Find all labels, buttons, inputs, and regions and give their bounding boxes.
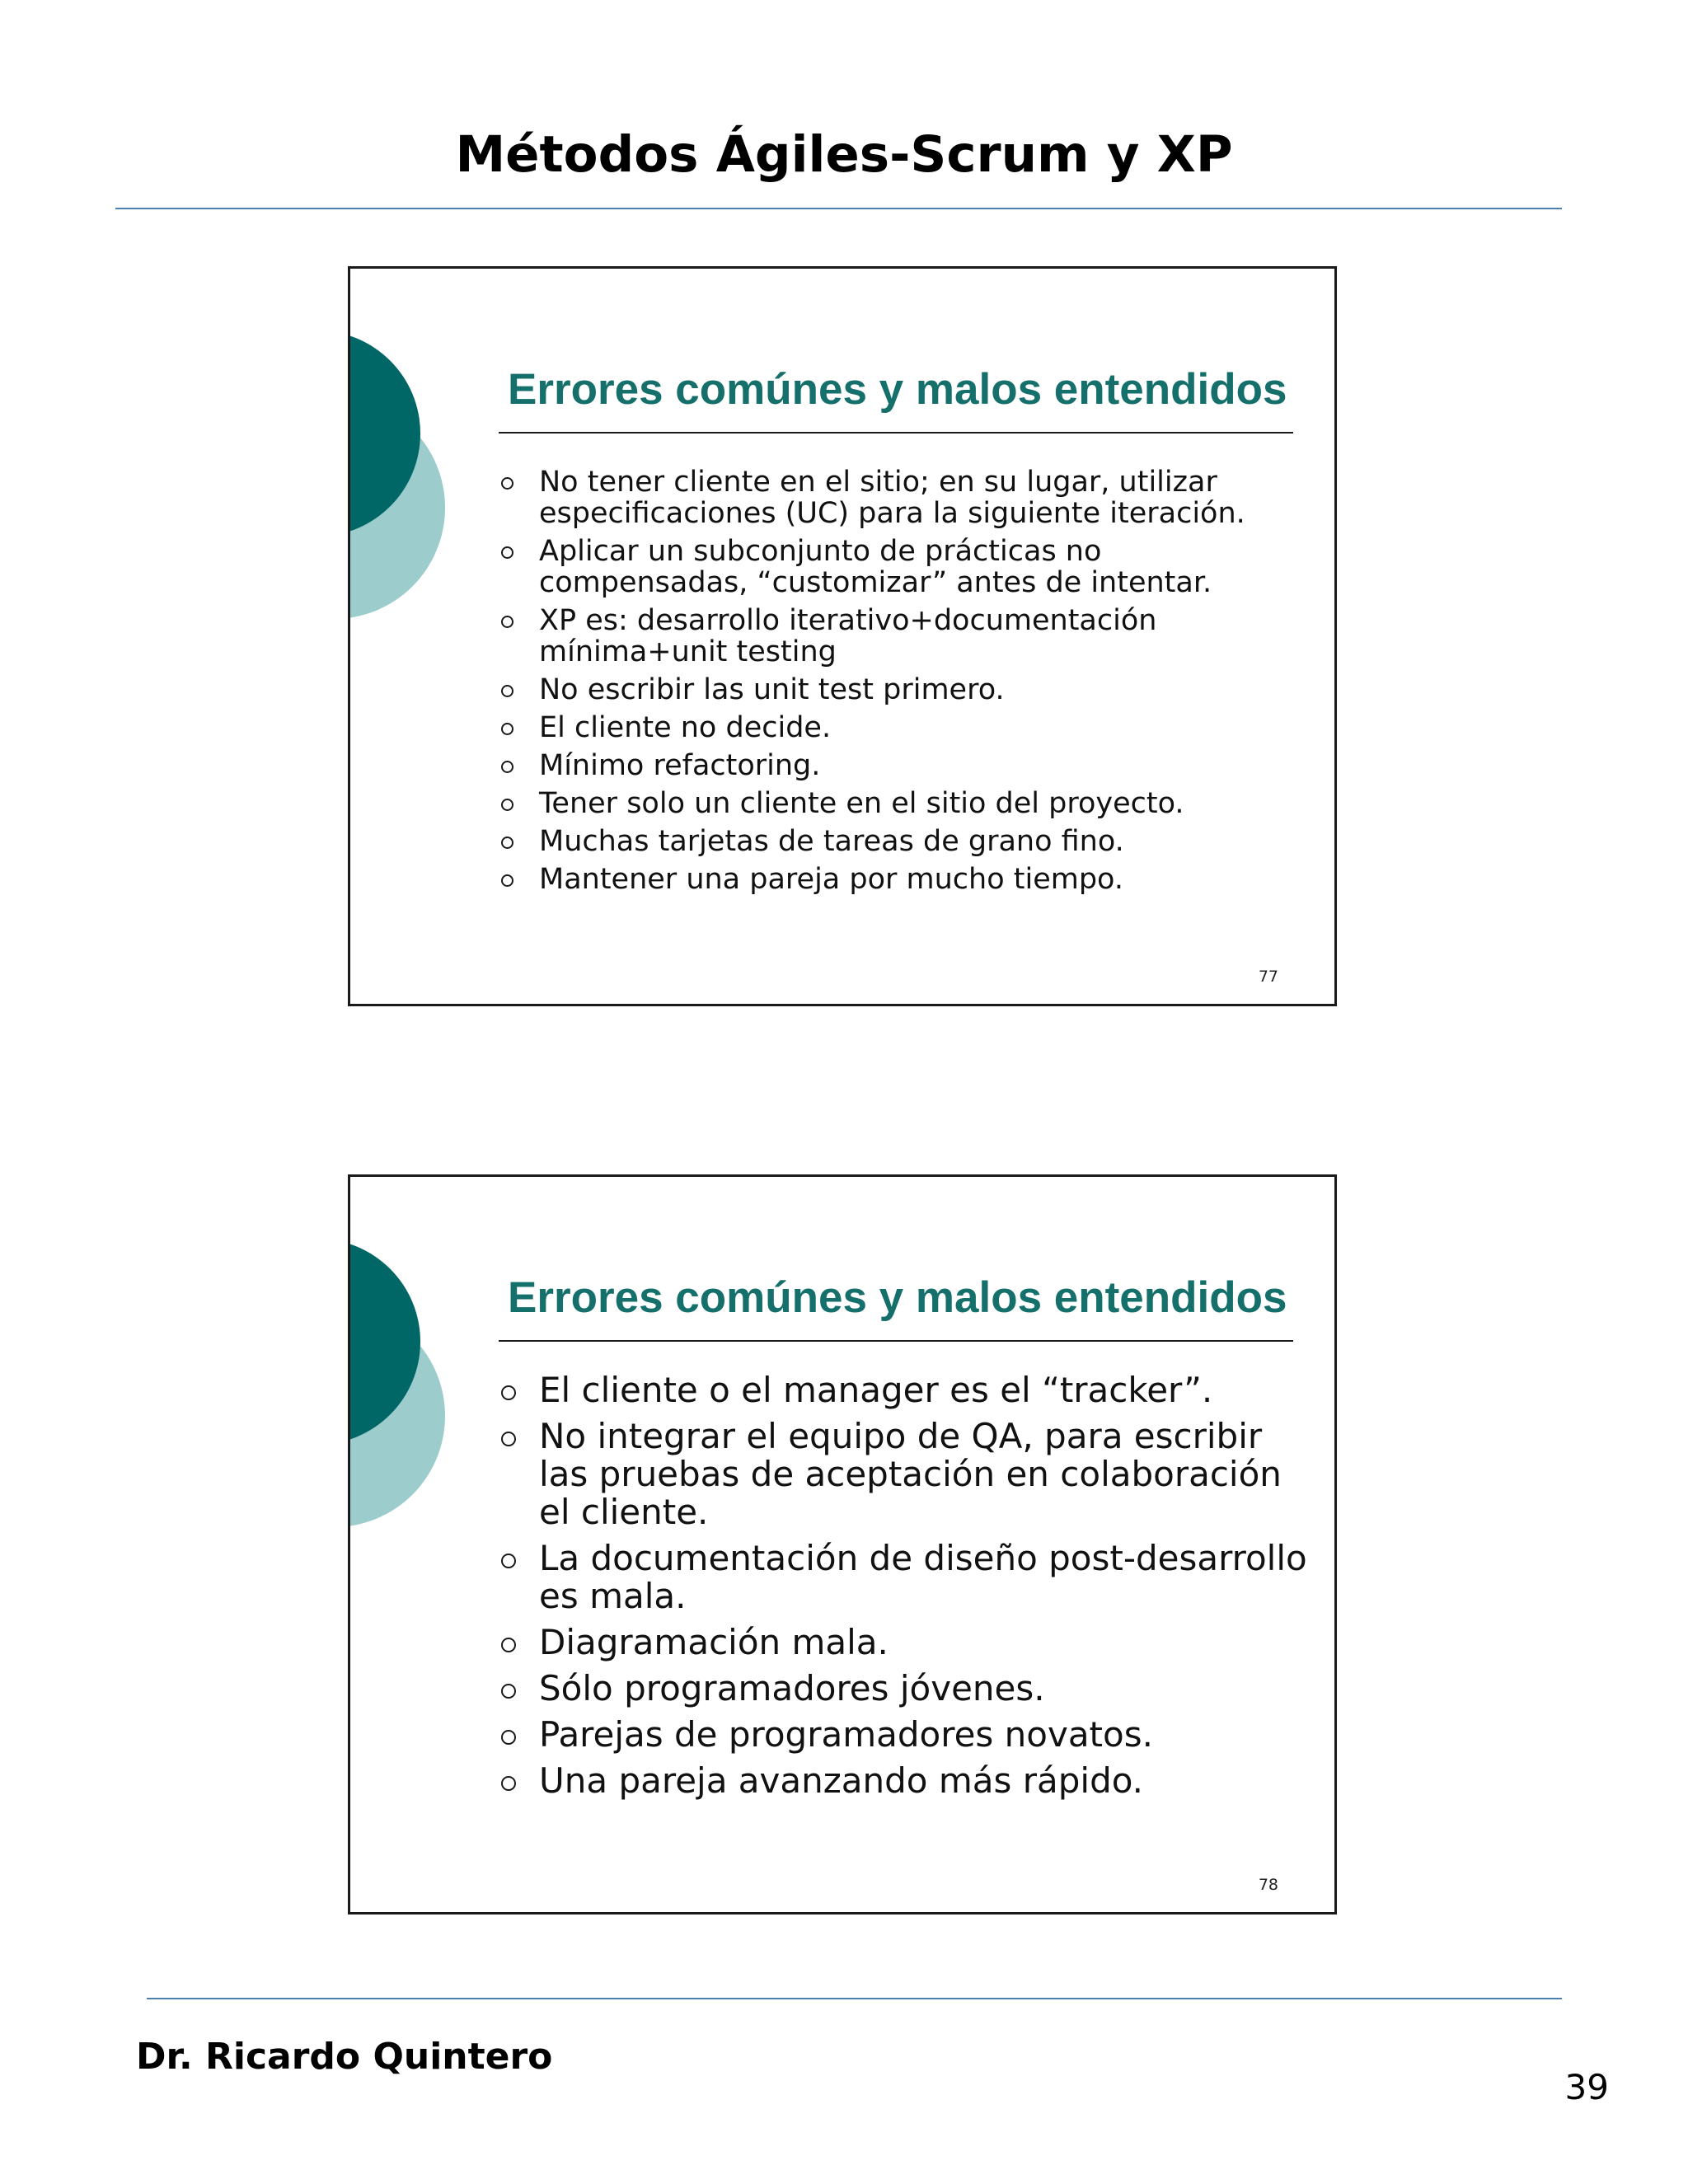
footer-divider	[147, 1998, 1562, 1999]
bullet-text: No tener cliente en el sitio; en su lugar, utilizar especificaciones (UC) para la siguiente iteración.	[539, 466, 1245, 530]
hollow-circle-bullet-icon	[501, 546, 513, 559]
list-item	[501, 864, 1309, 895]
hollow-circle-bullet-icon	[501, 1776, 516, 1791]
bullet-text: El cliente o el manager es el “tracker”.	[539, 1370, 1213, 1410]
list-item	[501, 750, 1309, 781]
hollow-circle-bullet-icon	[501, 1432, 516, 1446]
slide-78	[348, 1174, 1337, 1915]
slide-number: 78	[1258, 1876, 1278, 1894]
slide-title: Errores comúnes y malos entendidos	[508, 365, 1287, 414]
list-item	[501, 1418, 1309, 1531]
list-item	[501, 712, 1309, 743]
page-number: 39	[1564, 2067, 1609, 2107]
bullet-text: Aplicar un subconjunto de prácticas no compensadas, “customizar” antes de intentar.	[539, 535, 1212, 599]
list-item	[501, 1716, 1309, 1754]
list-item	[501, 536, 1309, 598]
bullet-text: Tener solo un cliente en el sitio del proyecto.	[539, 787, 1184, 820]
hollow-circle-bullet-icon	[501, 477, 513, 490]
bullet-text: XP es: desarrollo iterativo+documentación mínima+unit testing	[539, 604, 1157, 668]
slide-title: Errores comúnes y malos entendidos	[508, 1273, 1287, 1322]
author-name: Dr. Ricardo Quintero	[136, 2036, 553, 2078]
bullet-text: La documentación de diseño post-desarrollo es mala.	[539, 1538, 1307, 1616]
hollow-circle-bullet-icon	[501, 1730, 516, 1745]
list-item	[501, 788, 1309, 819]
bullet-text: No integrar el equipo de QA, para escribir las pruebas de aceptación en colaboración el cliente.	[539, 1416, 1282, 1532]
list-item	[501, 466, 1309, 529]
list-item	[501, 1670, 1309, 1708]
hollow-circle-bullet-icon	[501, 874, 513, 887]
bullet-text: Una pareja avanzando más rápido.	[539, 1760, 1144, 1801]
list-item	[501, 1762, 1309, 1800]
header-divider	[115, 208, 1562, 209]
slide-title-divider	[499, 1340, 1293, 1342]
hollow-circle-bullet-icon	[501, 1638, 516, 1652]
slide-title-divider	[499, 432, 1293, 434]
bullet-text: El cliente no decide.	[539, 711, 832, 744]
bullet-text: Sólo programadores jóvenes.	[539, 1668, 1045, 1708]
hollow-circle-bullet-icon	[501, 1554, 516, 1568]
list-item	[501, 1540, 1309, 1615]
hollow-circle-bullet-icon	[501, 1385, 516, 1400]
list-item	[501, 1371, 1309, 1409]
bullet-text: Mantener una pareja por mucho tiempo.	[539, 863, 1123, 896]
hollow-circle-bullet-icon	[501, 723, 513, 735]
slide-77	[348, 266, 1337, 1006]
list-item	[501, 674, 1309, 705]
list-item	[501, 605, 1309, 668]
bullet-list	[501, 1371, 1309, 1808]
slide-decoration-circles	[350, 1177, 482, 1556]
bullet-text: Muchas tarjetas de tareas de grano fino.	[539, 825, 1124, 858]
page-title: Métodos Ágiles-Scrum y XP	[455, 125, 1233, 184]
bullet-text: No escribir las unit test primero.	[539, 673, 1005, 706]
slide-number: 77	[1258, 968, 1278, 986]
bullet-text: Diagramación mala.	[539, 1622, 889, 1662]
hollow-circle-bullet-icon	[501, 761, 513, 773]
list-item	[501, 826, 1309, 857]
bullet-list	[501, 466, 1309, 902]
list-item	[501, 1624, 1309, 1661]
hollow-circle-bullet-icon	[501, 1684, 516, 1699]
hollow-circle-bullet-icon	[501, 685, 513, 697]
hollow-circle-bullet-icon	[501, 837, 513, 849]
hollow-circle-bullet-icon	[501, 799, 513, 811]
hollow-circle-bullet-icon	[501, 616, 513, 628]
bullet-text: Mínimo refactoring.	[539, 749, 821, 782]
bullet-text: Parejas de programadores novatos.	[539, 1714, 1153, 1755]
slide-decoration-circles	[350, 269, 482, 648]
